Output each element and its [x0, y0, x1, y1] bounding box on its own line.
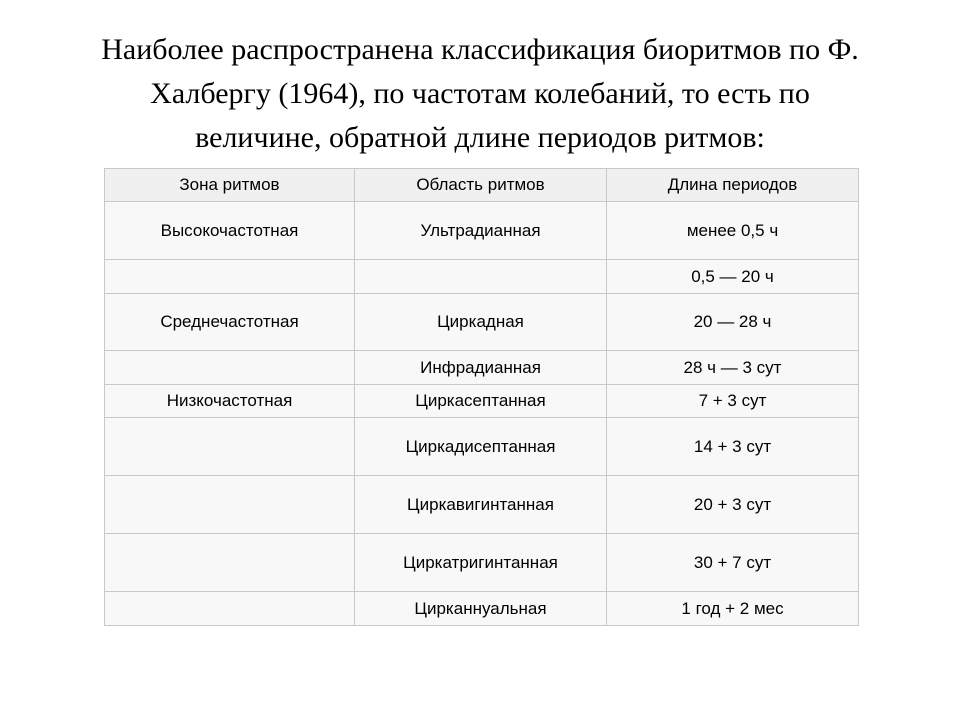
cell-period: 28 ч — 3 сут [607, 351, 859, 385]
table-row [105, 202, 859, 260]
cell-period: 0,5 — 20 ч [607, 260, 859, 294]
title-line-1: Наиболее распространена классификация биоритмов по Ф. [101, 33, 859, 66]
cell-period: 7 + 3 сут [607, 385, 859, 418]
cell-zone: Среднечастотная [105, 294, 355, 351]
column-header-zone: Зона ритмов [105, 169, 355, 202]
cell-area: Циркадисептанная [355, 418, 607, 476]
table-row [105, 534, 859, 592]
cell-zone [105, 418, 355, 476]
cell-zone [105, 476, 355, 534]
table-row [105, 476, 859, 534]
cell-zone: Низкочастотная [105, 385, 355, 418]
cell-area: Инфрадианная [355, 351, 607, 385]
cell-area: Циркатригинтанная [355, 534, 607, 592]
cell-period: 14 + 3 сут [607, 418, 859, 476]
cell-area: Циркадная [355, 294, 607, 351]
cell-area: Циркавигинтанная [355, 476, 607, 534]
cell-period: 30 + 7 сут [607, 534, 859, 592]
cell-area: Ультрадианная [355, 202, 607, 260]
title-line-2: Халбергу (1964), по частотам колебаний, то есть по [150, 77, 810, 110]
table-row [105, 260, 859, 294]
table-row [105, 294, 859, 351]
cell-zone [105, 260, 355, 294]
cell-period: 1 год + 2 мес [607, 592, 859, 626]
biorhythm-classification-table [104, 168, 859, 626]
title-line-3: величине, обратной длине периодов ритмов: [195, 121, 765, 154]
cell-zone [105, 351, 355, 385]
table-header-row [105, 169, 859, 202]
cell-period: менее 0,5 ч [607, 202, 859, 260]
table-row [105, 385, 859, 418]
cell-zone [105, 592, 355, 626]
cell-period: 20 + 3 сут [607, 476, 859, 534]
column-header-area: Область ритмов [355, 169, 607, 202]
slide-title [40, 28, 920, 160]
table-row [105, 592, 859, 626]
cell-period: 20 — 28 ч [607, 294, 859, 351]
table-row [105, 418, 859, 476]
cell-area [355, 260, 607, 294]
table-row [105, 351, 859, 385]
cell-zone [105, 534, 355, 592]
column-header-period: Длина периодов [607, 169, 859, 202]
cell-zone: Высокочастотная [105, 202, 355, 260]
cell-area: Цирканнуальная [355, 592, 607, 626]
cell-area: Циркасептанная [355, 385, 607, 418]
